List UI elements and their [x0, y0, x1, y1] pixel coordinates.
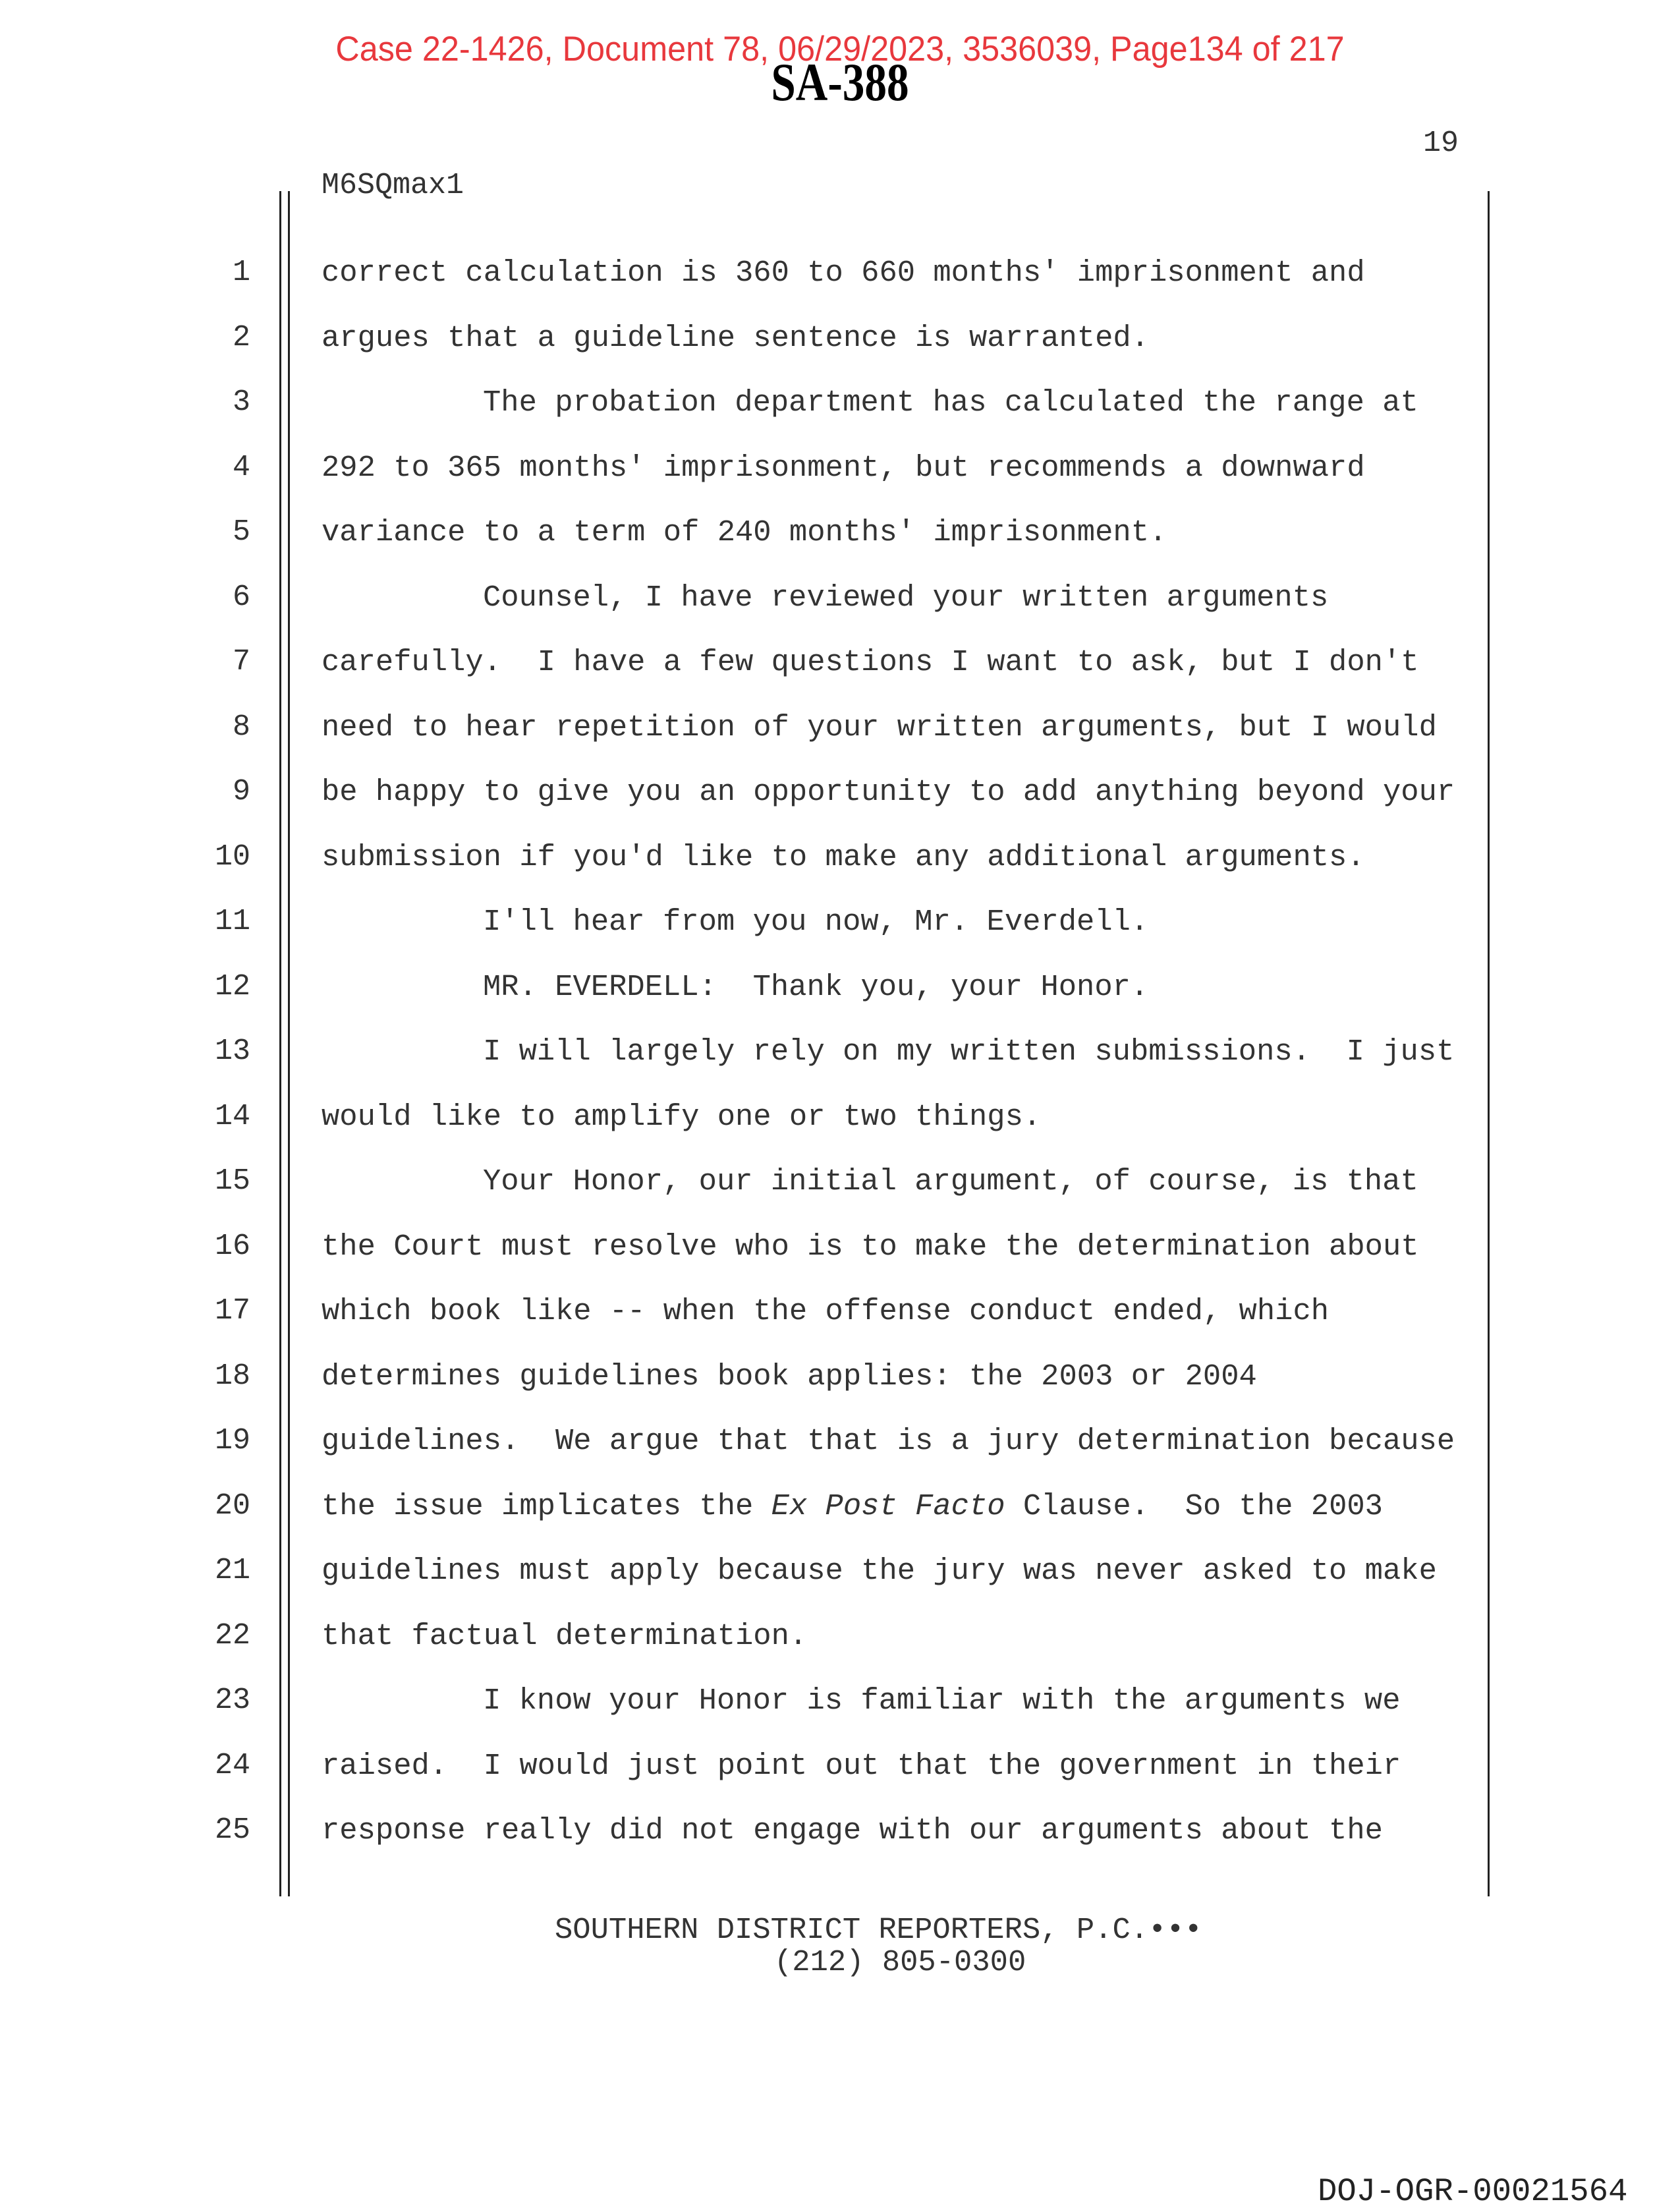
text-segment: I'll hear from you now, Mr. Everdell. [483, 905, 1149, 939]
line-text [322, 256, 1365, 290]
transcript-line [0, 1230, 1680, 1269]
transcript-line [0, 1424, 1680, 1463]
transcript-line [0, 1749, 1680, 1788]
line-number: 12 [214, 969, 250, 1004]
text-segment: determines guidelines book applies: the 2003 or 2004 [322, 1359, 1257, 1394]
bates-number: DOJ-OGR-00021564 [1318, 2173, 1628, 2210]
text-segment: Counsel, I have reviewed your written arguments [483, 580, 1329, 615]
transcript-line [0, 1684, 1680, 1723]
line-number: 5 [232, 515, 250, 549]
line-number: 22 [214, 1618, 250, 1653]
line-text [322, 645, 1419, 679]
transcript-line [0, 905, 1680, 944]
transcript-line [0, 1294, 1680, 1334]
transcript-line [0, 1164, 1680, 1204]
transcript-line [0, 1554, 1680, 1593]
line-text [322, 1424, 1455, 1458]
page-number: 19 [1423, 127, 1459, 160]
line-number: 17 [214, 1294, 250, 1328]
text-segment: response really did not engage with our arguments about the [322, 1813, 1383, 1848]
line-text [322, 840, 1365, 874]
transcript-line [0, 256, 1680, 295]
text-segment: I know your Honor is familiar with the arguments we [483, 1684, 1401, 1718]
transcript-line [0, 515, 1680, 555]
line-text [322, 1230, 1419, 1264]
line-text [322, 321, 1149, 355]
line-number: 21 [214, 1554, 250, 1587]
text-segment: that factual determination. [322, 1618, 808, 1653]
line-text [322, 1294, 1329, 1328]
line-number: 8 [232, 710, 250, 744]
line-text [483, 905, 1148, 939]
line-text [483, 1684, 1401, 1718]
line-number: 4 [232, 450, 250, 484]
line-number: 1 [232, 256, 250, 289]
text-segment: argues that a guideline sentence is warranted. [322, 320, 1150, 355]
text-segment: guidelines. We argue that that is a jury determination because [322, 1424, 1455, 1458]
case-filing-stamp: Case 22-1426, Document 78, 06/29/2023, 3536039, Page134 of 217 [335, 30, 1345, 69]
line-number: 25 [214, 1813, 250, 1847]
text-segment: Your Honor, our initial argument, of course, is that [483, 1164, 1418, 1199]
text-segment: correct calculation is 360 to 660 months' imprisonment and [322, 256, 1365, 290]
line-text [322, 451, 1365, 485]
text-segment: need to hear repetition of your written arguments, but I would [322, 710, 1437, 745]
transcript-line [0, 775, 1680, 814]
text-segment: variance to a term of 240 months' imprisonment. [322, 515, 1167, 550]
text-segment: guidelines must apply because the jury was never asked to make [322, 1554, 1437, 1588]
line-number: 6 [232, 580, 250, 614]
transcript-line [0, 840, 1680, 880]
line-number: 7 [232, 645, 250, 679]
line-number: 3 [232, 385, 250, 419]
line-text [322, 1359, 1257, 1394]
transcript-line [0, 1035, 1680, 1074]
line-number: 15 [214, 1164, 250, 1198]
reporter-phone: (212) 805-0300 [774, 1945, 1026, 1979]
text-segment: The probation department has calculated the range at [483, 385, 1418, 420]
text-segment: raised. I would just point out that the government in their [322, 1748, 1401, 1783]
line-text [322, 1489, 1383, 1523]
transcript-line [0, 1359, 1680, 1399]
transcript-line [0, 1489, 1680, 1529]
line-text [322, 710, 1437, 745]
line-number: 24 [214, 1748, 250, 1782]
text-segment: carefully. I have a few questions I want to ask, but I don't [322, 645, 1419, 679]
transcript-line [0, 385, 1680, 425]
text-segment: Clause. So the 2003 [1005, 1489, 1383, 1523]
transcript-line [0, 1813, 1680, 1853]
line-text [483, 581, 1328, 615]
reporter-name: SOUTHERN DISTRICT REPORTERS, P.C.••• [555, 1913, 1202, 1947]
line-number: 11 [214, 905, 250, 938]
line-text [322, 775, 1455, 809]
transcript-line [0, 970, 1680, 1009]
line-text [483, 970, 1148, 1004]
line-number: 10 [214, 839, 250, 874]
text-segment: be happy to give you an opportunity to add anything beyond your [322, 775, 1455, 809]
transcript-line [0, 321, 1680, 360]
line-number: 13 [214, 1035, 250, 1068]
text-segment: the Court must resolve who is to make the determination about [322, 1229, 1419, 1264]
line-text [322, 1619, 807, 1653]
line-number: 14 [214, 1099, 250, 1133]
transcript-line [0, 1619, 1680, 1659]
line-text [322, 1100, 1041, 1134]
transcript-line [0, 710, 1680, 750]
line-number: 23 [214, 1684, 250, 1717]
line-number: 16 [214, 1229, 250, 1263]
case-identifier: M6SQmax1 [322, 169, 464, 202]
text-segment: would like to amplify one or two things. [322, 1099, 1042, 1134]
text-segment: MR. EVERDELL: Thank you, your Honor. [483, 969, 1149, 1004]
transcript-line [0, 581, 1680, 620]
line-text [483, 1035, 1454, 1069]
text-segment: submission if you'd like to make any additional arguments. [322, 839, 1365, 874]
text-segment: 292 to 365 months' imprisonment, but recommends a downward [322, 450, 1365, 485]
transcript-line [0, 645, 1680, 685]
italic-text: Ex Post Facto [771, 1489, 1005, 1523]
line-text [322, 515, 1167, 550]
exhibit-number: SA-388 [771, 52, 909, 112]
line-text [483, 1164, 1418, 1199]
text-segment: I will largely rely on my written submissions. I just [483, 1035, 1455, 1069]
transcript-line [0, 1100, 1680, 1139]
line-number: 9 [232, 775, 250, 808]
line-text [322, 1749, 1401, 1783]
line-number: 20 [214, 1489, 250, 1523]
text-segment: which book like -- when the offense conduct ended, which [322, 1294, 1330, 1328]
text-segment: the issue implicates the [322, 1489, 771, 1523]
line-text [483, 385, 1418, 420]
line-number: 19 [214, 1424, 250, 1458]
line-text [322, 1554, 1437, 1588]
line-text [322, 1813, 1383, 1848]
line-number: 18 [214, 1359, 250, 1393]
line-number: 2 [232, 320, 250, 354]
transcript-line [0, 451, 1680, 490]
